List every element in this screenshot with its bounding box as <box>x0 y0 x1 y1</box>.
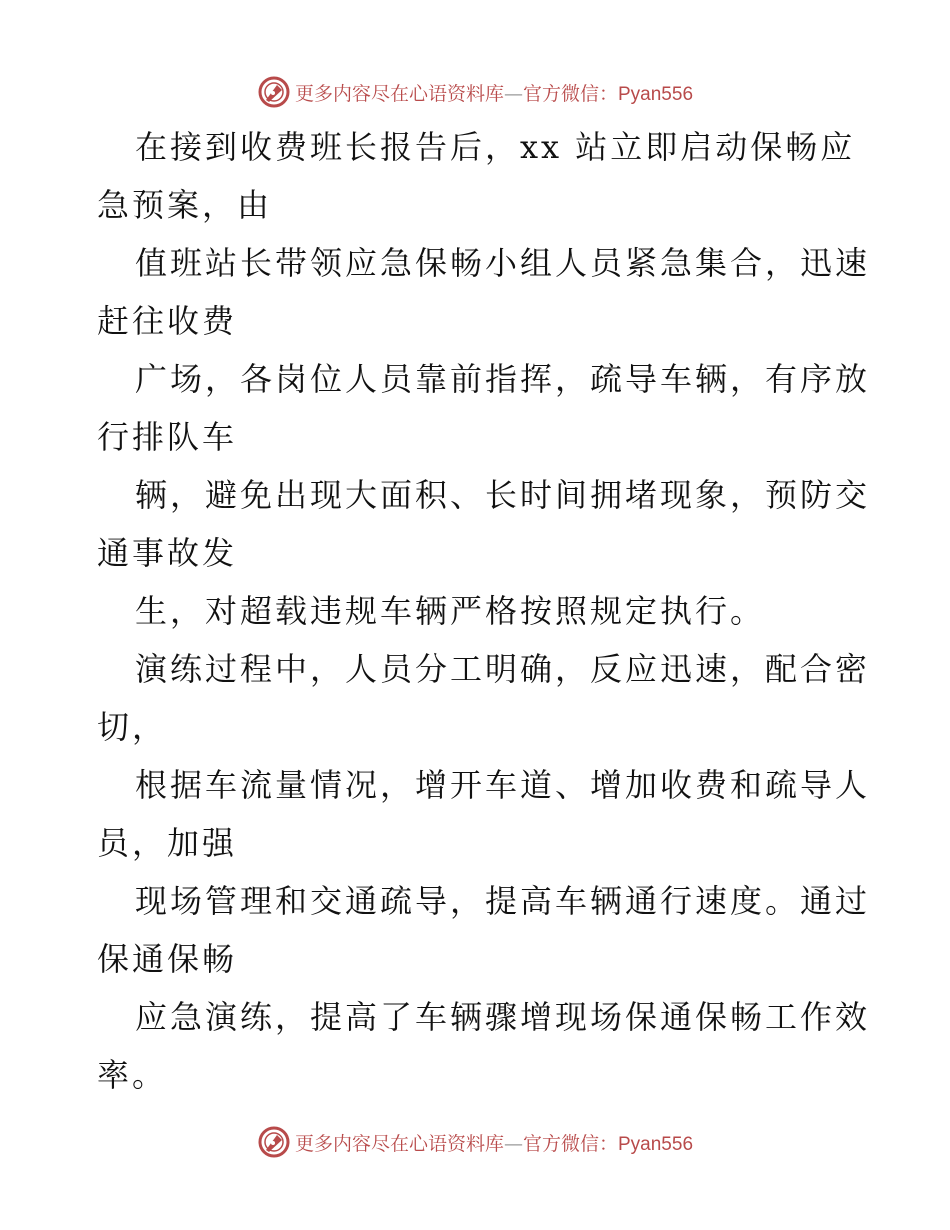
text-line: 根据车流量情况，增开车道、增加收费和疏导人 <box>135 766 871 804</box>
text-line: 员，加强 <box>97 824 238 862</box>
text-line: 辆，避免出现大面积、长时间拥堵现象，预防交 <box>135 476 871 514</box>
text-line: 急预案，由 <box>97 186 273 224</box>
banner-dash: — <box>503 1132 523 1155</box>
text-line: 演练过程中，人员分工明确，反应迅速，配合密 <box>135 650 871 688</box>
text-line: 切， <box>97 708 168 746</box>
banner-text <box>295 1129 693 1156</box>
pen-nib-logo-icon <box>257 75 291 109</box>
body-text <box>97 118 871 1104</box>
banner-title: 更多内容尽在心语资料库 <box>294 82 504 105</box>
banner-wechat-label: 官方微信： <box>522 82 618 105</box>
banner-wechat-label: 官方微信： <box>522 1132 618 1155</box>
text-line: 率。 <box>97 1056 168 1094</box>
banner-account: Pyan556 <box>618 1133 694 1155</box>
text-line: 值班站长带领应急保畅小组人员紧急集合，迅速 <box>135 244 871 282</box>
banner-title: 更多内容尽在心语资料库 <box>294 1132 504 1155</box>
text-line: 生，对超载违规车辆严格按照规定执行。 <box>135 592 766 630</box>
text-line: 在接到收费班长报告后，xx 站立即启动保畅应 <box>135 128 856 166</box>
pen-nib-logo-icon <box>257 1125 291 1159</box>
text-line: 通事故发 <box>97 534 238 572</box>
footer-banner <box>0 1122 950 1162</box>
text-line: 赶往收费 <box>97 302 238 340</box>
banner-dash: — <box>503 82 523 105</box>
text-line: 广场，各岗位人员靠前指挥，疏导车辆，有序放 <box>135 360 871 398</box>
text-line: 保通保畅 <box>97 940 238 978</box>
text-line: 现场管理和交通疏导，提高车辆通行速度。通过 <box>135 882 871 920</box>
text-line: 行排队车 <box>97 418 238 456</box>
banner-text <box>295 79 693 106</box>
banner-account: Pyan556 <box>618 83 694 105</box>
text-line: 应急演练，提高了车辆骤增现场保通保畅工作效 <box>135 998 871 1036</box>
header-banner <box>0 72 950 112</box>
